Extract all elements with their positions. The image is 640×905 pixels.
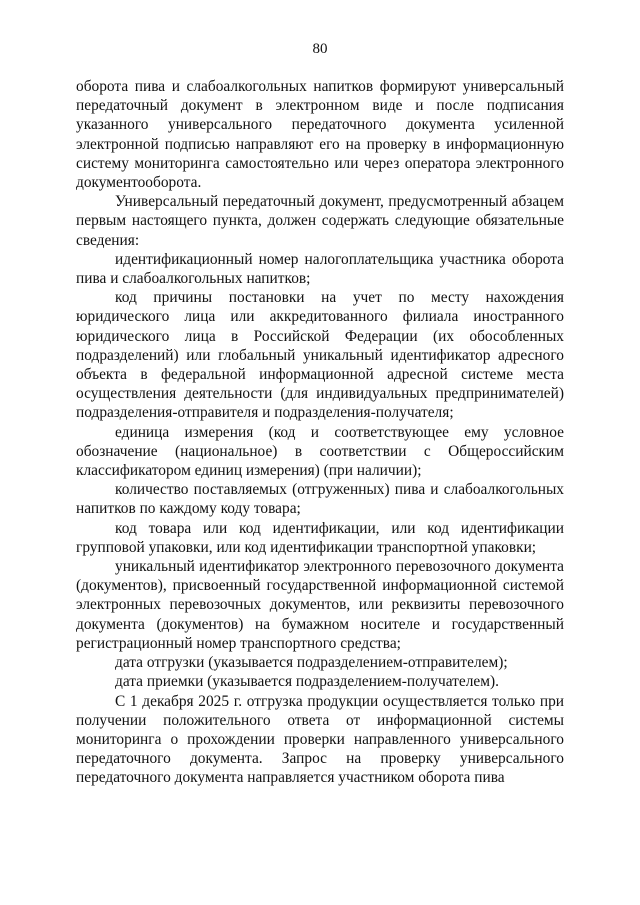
paragraph-required-details: Универсальный передаточный документ, предусмотренный абзацем первым настоящего пункта, должен содержать следующие обязательные сведения: [76,193,564,249]
list-item-inn: идентификационный номер налогоплательщика участника оборота пива и слабоалкогольных напитков; [76,250,564,288]
list-item-product-code: код товара или код идентификации, или код идентификации групповой упаковки, или код идентификации транспортной упаковки; [76,519,564,556]
list-item-shipment-date: дата отгрузки (указывается подразделением-отправителем); [115,654,508,672]
list-item-acceptance-date: дата приемки (указывается подразделением-получателем). [115,673,499,691]
list-item-quantity: количество поставляемых (отгруженных) пива и слабоалкогольных напитков по каждому коду товара; [76,481,564,518]
paragraph-shipment-rule: С 1 декабря 2025 г. отгрузка продукции осуществляется только при получении положительного ответа от информационной системы мониторинга о прохождении проверки направленного универсального передаточного документа. Запрос на проверку универсального передаточного документа направляется участником оборота пива [76,692,564,787]
page-number: 80 [312,41,328,57]
list-item-unit: единица измерения (код и соответствующее ему условное обозначение (национальное) в соответствии с Общероссийским классификатором единиц измерения) (при наличии); [76,423,564,480]
list-item-transport-doc: уникальный идентификатор электронного перевозочного документа (документов), присвоенный государственной информационной системой электронных перевозочных документов, или реквизиты перевозочного документа (документов) на бумажном носителе и государственный регистрационный номер транспортного средства; [76,558,564,652]
list-item-kpp: код причины постановки на учет по месту нахождения юридического лица или аккредитованного филиала иностранного юридического лица в Российской Федерации (их обособленных подразделений) или глобальный уникальный идентификатор адресного объекта в федеральной информационной адресной системе места осуществления деятельности (для индивидуальных предпринимателей) подразделения-отправителя и подразделения-получателя; [76,289,564,422]
document-body [76,77,564,788]
paragraph-continuation: оборота пива и слабоалкогольных напитков формируют универсальный передаточный документ в электронном виде и после подписания указанного универсального передаточного документа усиленной электронной подписью направляют его на проверку в информационную систему мониторинга самостоятельно или через оператора электронного документооборота. [76,78,564,192]
